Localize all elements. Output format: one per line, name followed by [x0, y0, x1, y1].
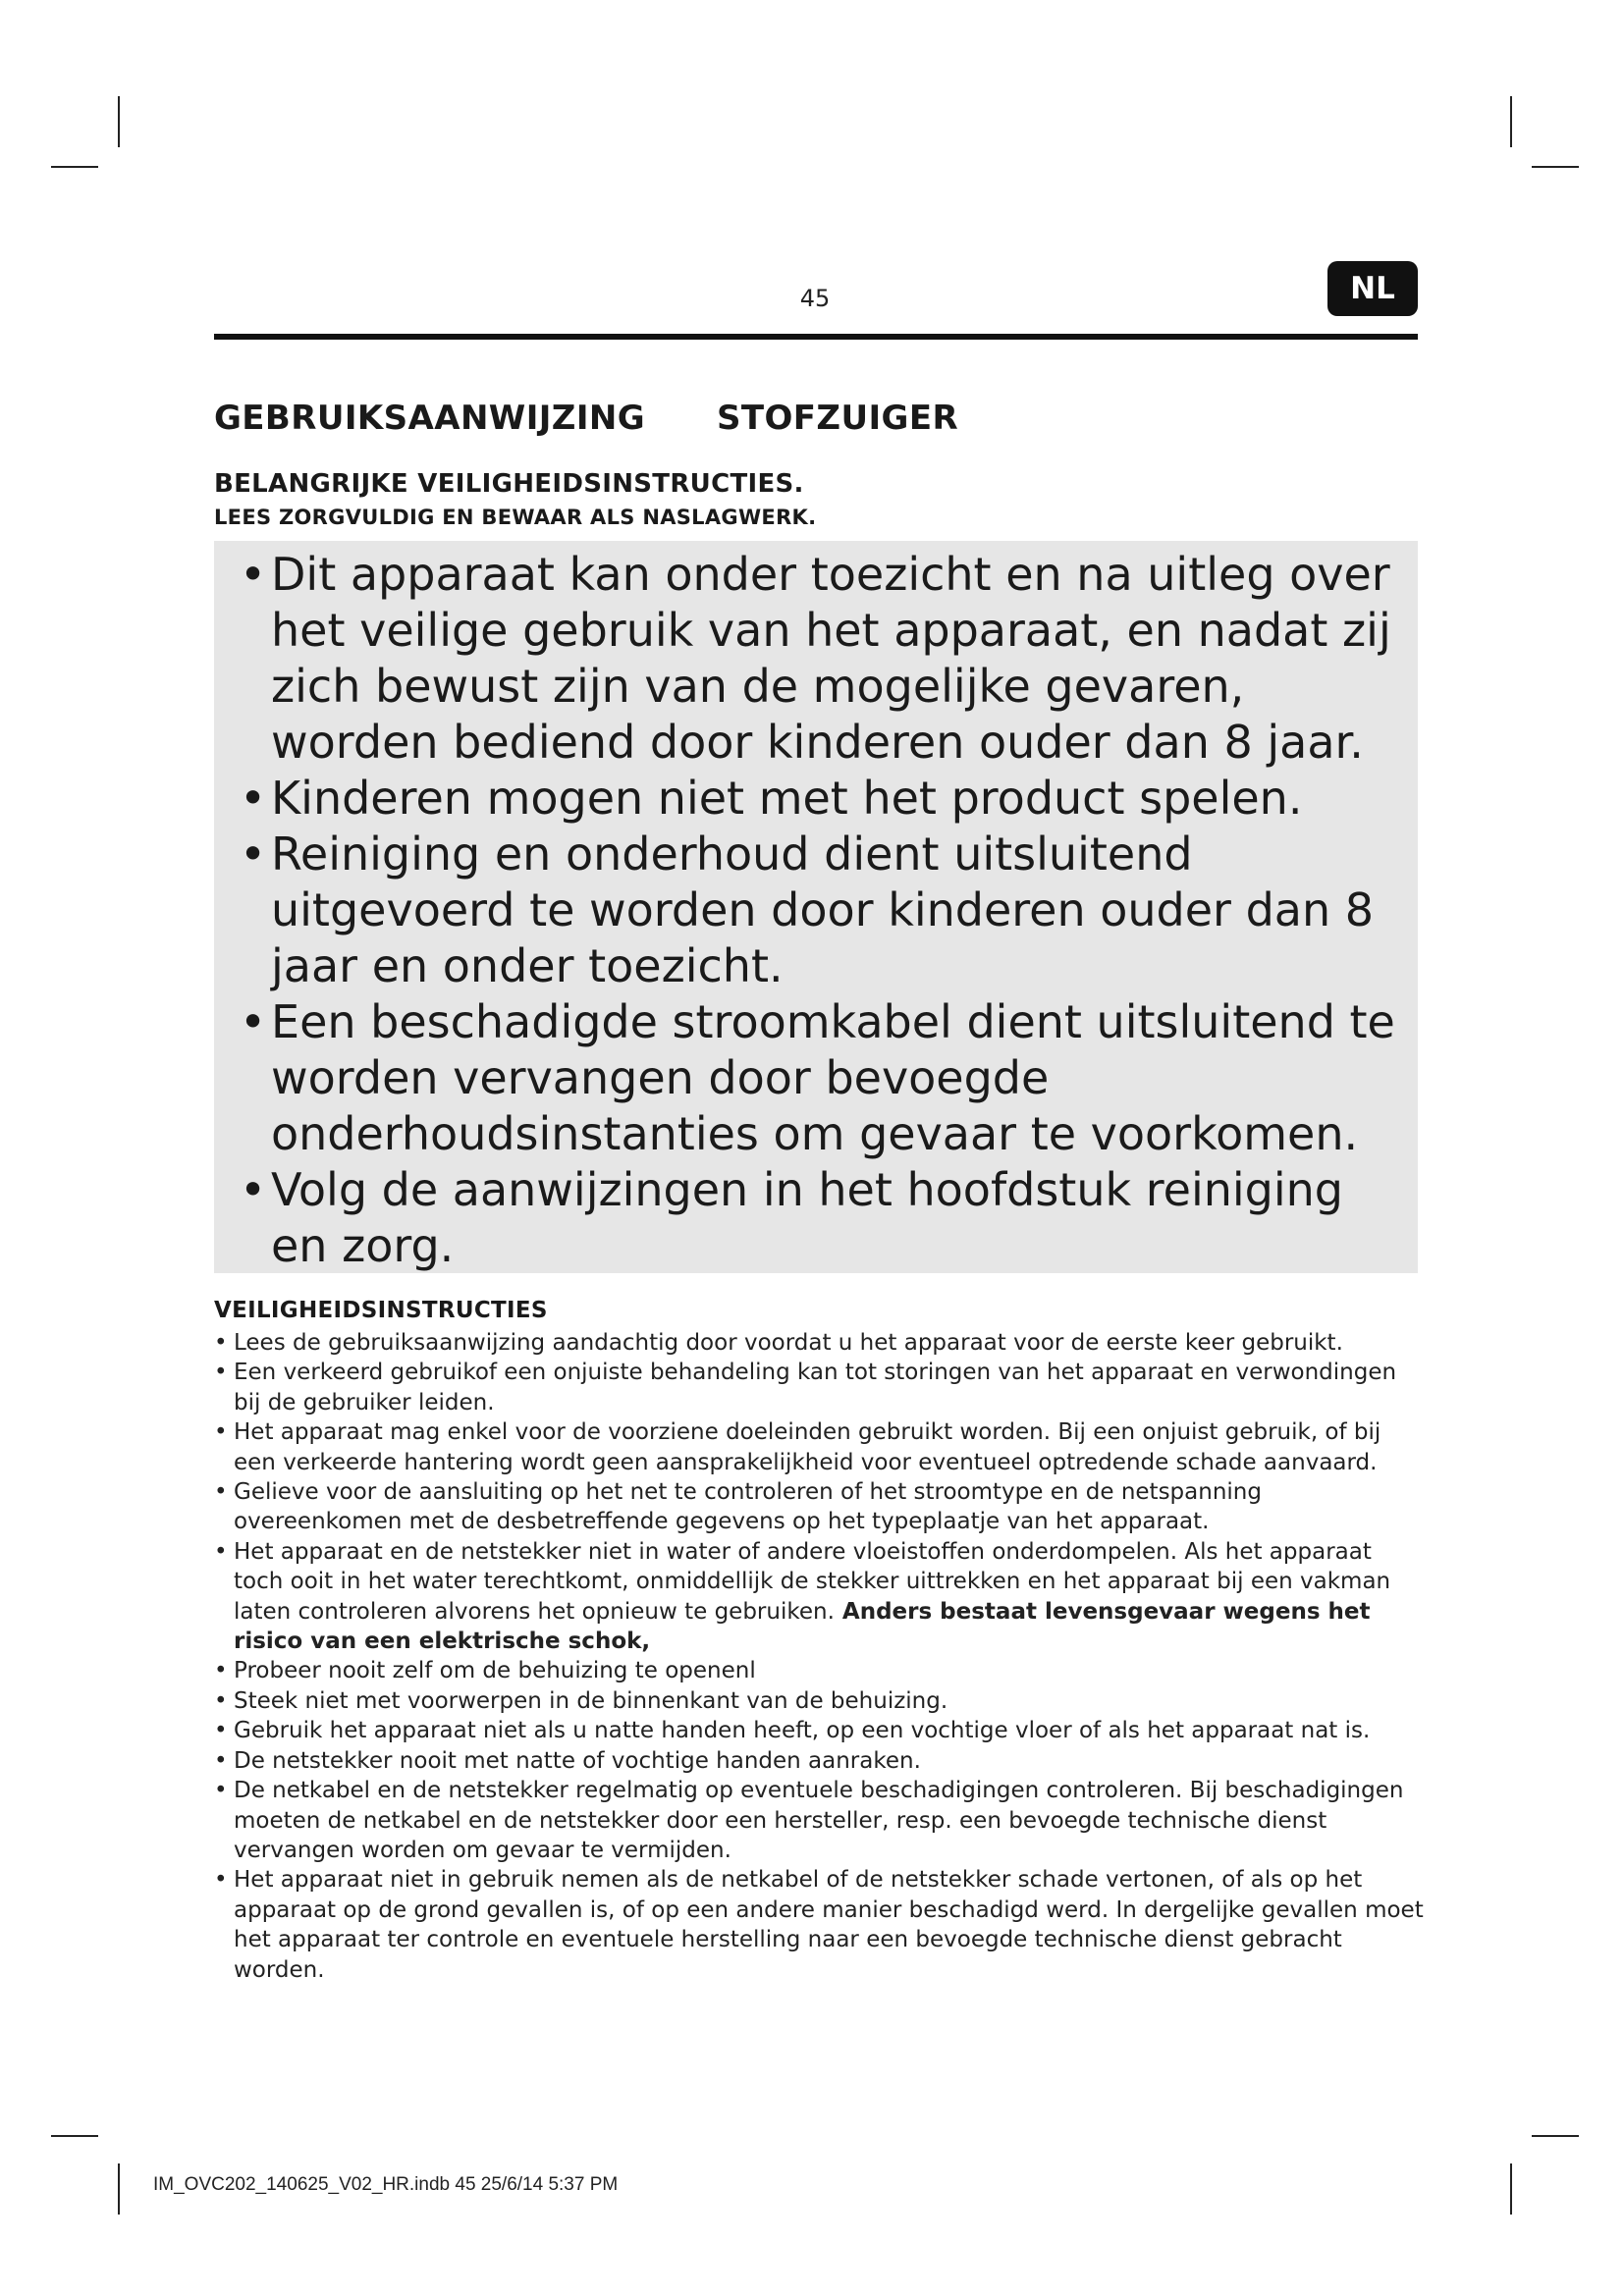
- subtitle-read-carefully: LEES ZORGVULDIG EN BEWAAR ALS NASLAGWERK.: [214, 506, 817, 529]
- safety-item: [214, 1537, 1424, 1657]
- safety-heading: VEILIGHEIDSINSTRUCTIES: [214, 1298, 548, 1323]
- safety-item: • Het apparaat mag enkel voor de voorziene doeleinden gebruikt worden. Bij een onjuist gebruik, of bij een verkeerde hantering wordt geen aansprakelijkheid voor eventueel optredende schade aanvaard.: [214, 1417, 1424, 1477]
- crop-mark-bottom-left-horizontal: [51, 2135, 98, 2137]
- callout-list: [228, 547, 1404, 1274]
- page-title: [214, 399, 959, 438]
- page-number: 45: [799, 285, 831, 312]
- safety-item: • Gelieve voor de aansluiting op het net te controleren of het stroomtype en de netspanning overeenkomen met de desbetreffende gegevens op het typeplaatje van het apparaat.: [214, 1477, 1424, 1537]
- crop-mark-top-left-vertical: [118, 96, 120, 147]
- safety-item-text: Het apparaat en de netstekker niet in water of andere vloeistoffen onderdompelen. Als het apparaat toch ooit in het water terechtkomt, onmiddellijk de stekker uittrekken en het apparaat bij een vakman laten controleren alvorens het opnieuw te gebruiken.: [234, 1538, 1391, 1625]
- safety-item: • Probeer nooit zelf om de behuizing te openenl: [214, 1656, 1424, 1685]
- safety-list: [214, 1328, 1424, 1985]
- safety-item: • Steek niet met voorwerpen in de binnenkant van de behuizing.: [214, 1686, 1424, 1716]
- title-right: STOFZUIGER: [717, 399, 959, 438]
- crop-mark-bottom-right-vertical: [1510, 2163, 1512, 2215]
- safety-item: • De netstekker nooit met natte of vochtige handen aanraken.: [214, 1746, 1424, 1776]
- crop-mark-top-left-horizontal: [51, 166, 98, 168]
- callout-item: • Dit apparaat kan onder toezicht en na uitleg over het veilige gebruik van het apparaat, en nadat zij zich bewust zijn van de mogelijke gevaren, worden bediend door kinderen ouder dan 8 jaar.: [228, 547, 1404, 771]
- safety-item: • Lees de gebruiksaanwijzing aandachtig door voordat u het apparaat voor de eerste keer gebruikt.: [214, 1328, 1424, 1358]
- print-slug: IM_OVC202_140625_V02_HR.indb 45 25/6/14 5:37 PM: [153, 2174, 619, 2195]
- header-divider: [214, 334, 1418, 340]
- safety-item: • Het apparaat niet in gebruik nemen als de netkabel of de netstekker schade vertonen, of als op het apparaat op de grond gevallen is, of op een andere manier beschadigd werd. In dergelijke gevallen moet het apparaat ter controle en eventuele herstelling naar een bevoegde technische dienst gebracht worden.: [214, 1865, 1424, 1985]
- language-badge: NL: [1327, 261, 1418, 316]
- callout-item: • Kinderen mogen niet met het product spelen.: [228, 771, 1404, 827]
- safety-instructions: [214, 1328, 1424, 1985]
- title-left: GEBRUIKSAANWIJZING: [214, 399, 646, 438]
- callout-item: • Volg de aanwijzingen in het hoofdstuk reiniging en zorg.: [228, 1162, 1404, 1274]
- safety-item: • De netkabel en de netstekker regelmatig op eventuele beschadigingen controleren. Bij beschadigingen moeten de netkabel en de netstekker door een hersteller, resp. een bevoegde technische dienst vervangen worden om gevaar te vermijden.: [214, 1776, 1424, 1865]
- callout-item: • Een beschadigde stroomkabel dient uitsluitend te worden vervangen door bevoegde onderhoudsinstanties om gevaar te voorkomen.: [228, 994, 1404, 1162]
- callout-item: • Reiniging en onderhoud dient uitsluitend uitgevoerd te worden door kinderen ouder dan 8 jaar en onder toezicht.: [228, 827, 1404, 994]
- subtitle-important: BELANGRIJKE VEILIGHEIDSINSTRUCTIES.: [214, 469, 804, 499]
- safety-item: • Gebruik het apparaat niet als u natte handen heeft, op een vochtige vloer of als het apparaat nat is.: [214, 1716, 1424, 1745]
- crop-mark-bottom-left-vertical: [118, 2163, 120, 2215]
- crop-mark-bottom-right-horizontal: [1532, 2135, 1579, 2137]
- safety-item-warning-bold: Anders bestaat levensgevaar wegens het risico van een elektrische schok,: [234, 1598, 1371, 1655]
- crop-mark-top-right-vertical: [1510, 96, 1512, 147]
- safety-item: • Een verkeerd gebruikof een onjuiste behandeling kan tot storingen van het apparaat en verwondingen bij de gebruiker leiden.: [214, 1358, 1424, 1417]
- crop-mark-top-right-horizontal: [1532, 166, 1579, 168]
- warning-callout: [214, 541, 1418, 1273]
